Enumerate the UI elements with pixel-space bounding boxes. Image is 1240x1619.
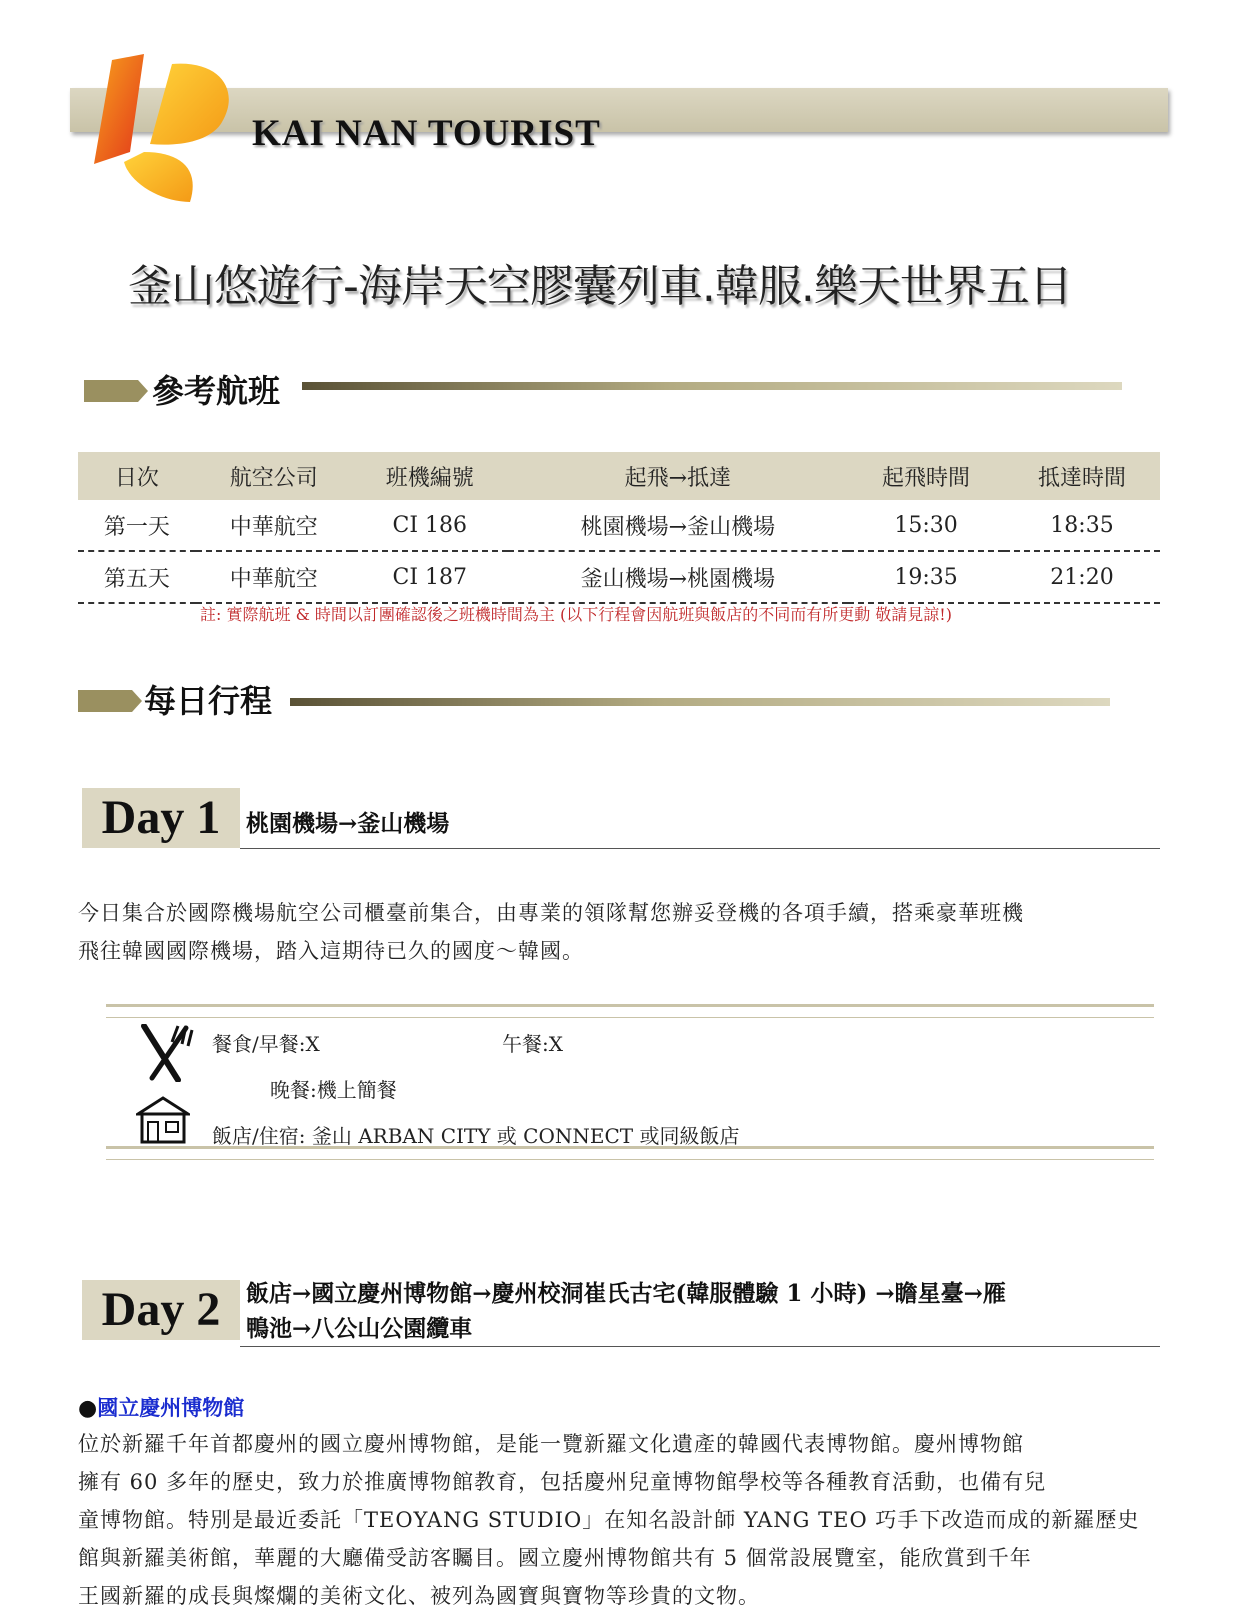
flights-section-title: 參考航班 xyxy=(152,372,281,410)
table-cell: 桃園機場→釜山機場 xyxy=(508,500,848,551)
text-line: 位於新羅千年首都慶州的國立慶州博物館，是能一覽新羅文化遺產的韓國代表博物館。慶州博物館 xyxy=(78,1432,1024,1456)
lunch-info: 午餐:X xyxy=(502,1032,563,1056)
section-divider xyxy=(302,382,1122,390)
text-line: 飛往韓國國際機場，踏入這期待已久的國度～韓國。 xyxy=(78,939,584,963)
table-cell: 18:35 xyxy=(1004,500,1160,551)
col-route: 起飛→抵達 xyxy=(508,452,848,500)
meal-box-bottom-rule xyxy=(106,1146,1154,1160)
day-2-description xyxy=(78,1425,1139,1615)
table-cell: 中華航空 xyxy=(196,551,352,603)
text-line: 王國新羅的成長與燦爛的美術文化、被列為國寶與寶物等珍貴的文物。 xyxy=(78,1584,760,1608)
fork-knife-icon xyxy=(138,1024,194,1082)
section-divider xyxy=(290,698,1110,706)
col-day: 日次 xyxy=(78,452,196,500)
subsection-header xyxy=(78,1392,244,1422)
text-line: 今日集合於國際機場航空公司櫃臺前集合，由專業的領隊幫您辦妥登機的各項手續，搭乘豪華班機 xyxy=(78,901,1024,925)
section-arrow-icon xyxy=(78,690,142,712)
section-arrow-icon xyxy=(84,380,148,402)
breakfast-info: 餐食/早餐:X xyxy=(212,1032,320,1056)
table-cell: 第五天 xyxy=(78,551,196,603)
page-title: 釜山悠遊行-海岸天空膠囊列車.韓服.樂天世界五日 xyxy=(128,261,1072,312)
flight-note: 註: 實際航班 & 時間以訂團確認後之班機時間為主 (以下行程會因航班與飯店的不同而有所更動 敬請見諒!) xyxy=(200,605,952,624)
day-2-rule xyxy=(240,1346,1160,1347)
text-line: 館與新羅美術館，華麗的大廳備受訪客矚目。國立慶州博物館共有 5 個常設展覽室，能欣賞到千年 xyxy=(78,1546,1032,1570)
col-depart: 起飛時間 xyxy=(848,452,1004,500)
day-1-description xyxy=(78,894,1024,970)
col-airline: 航空公司 xyxy=(196,452,352,500)
house-icon xyxy=(136,1096,190,1144)
day-1-rule xyxy=(240,848,1160,849)
day-1-badge: Day 1 xyxy=(82,788,240,848)
text-line: 童博物館。特別是最近委託「TEOYANG STUDIO」在知名設計師 YANG TEO 巧手下改造而成的新羅歷史 xyxy=(78,1508,1140,1532)
dinner-info: 晚餐:機上簡餐 xyxy=(270,1078,397,1102)
day-2-badge: Day 2 xyxy=(82,1280,240,1340)
title-line: 飯店→國立慶州博物館→慶州校洞崔氏古宅(韓服體驗 1 小時) →瞻星臺→雁 xyxy=(246,1280,1006,1307)
company-logo xyxy=(72,52,252,212)
table-row xyxy=(78,500,1160,551)
table-cell: 19:35 xyxy=(848,551,1004,603)
day-1-title: 桃園機場→釜山機場 xyxy=(246,810,450,837)
col-arrive: 抵達時間 xyxy=(1004,452,1160,500)
table-cell: CI 186 xyxy=(352,500,508,551)
brand-name: KAI NAN TOURIST xyxy=(252,113,601,154)
table-cell: 第一天 xyxy=(78,500,196,551)
table-cell: 中華航空 xyxy=(196,500,352,551)
hotel-info: 飯店/住宿: 釜山 ARBAN CITY 或 CONNECT 或同級飯店 xyxy=(212,1124,740,1148)
itinerary-section-title: 每日行程 xyxy=(144,682,273,720)
flight-table xyxy=(78,452,1160,604)
table-cell: 15:30 xyxy=(848,500,1004,551)
table-cell: CI 187 xyxy=(352,551,508,603)
meal-box-top-rule xyxy=(106,1004,1154,1018)
bullet: ● xyxy=(78,1396,98,1421)
text-line: 擁有 60 多年的歷史，致力於推廣博物館教育，包括慶州兒童博物館學校等各種教育活動，也備有兒 xyxy=(78,1470,1047,1494)
table-cell: 釜山機場→桃園機場 xyxy=(508,551,848,603)
title-line: 鴨池→八公山公園纜車 xyxy=(246,1315,473,1342)
subsection-title: 國立慶州博物館 xyxy=(97,1395,245,1420)
flight-table-header xyxy=(78,452,1160,500)
col-flight-no: 班機編號 xyxy=(352,452,508,500)
table-cell: 21:20 xyxy=(1004,551,1160,603)
table-row xyxy=(78,551,1160,603)
day-2-title xyxy=(246,1276,1166,1346)
